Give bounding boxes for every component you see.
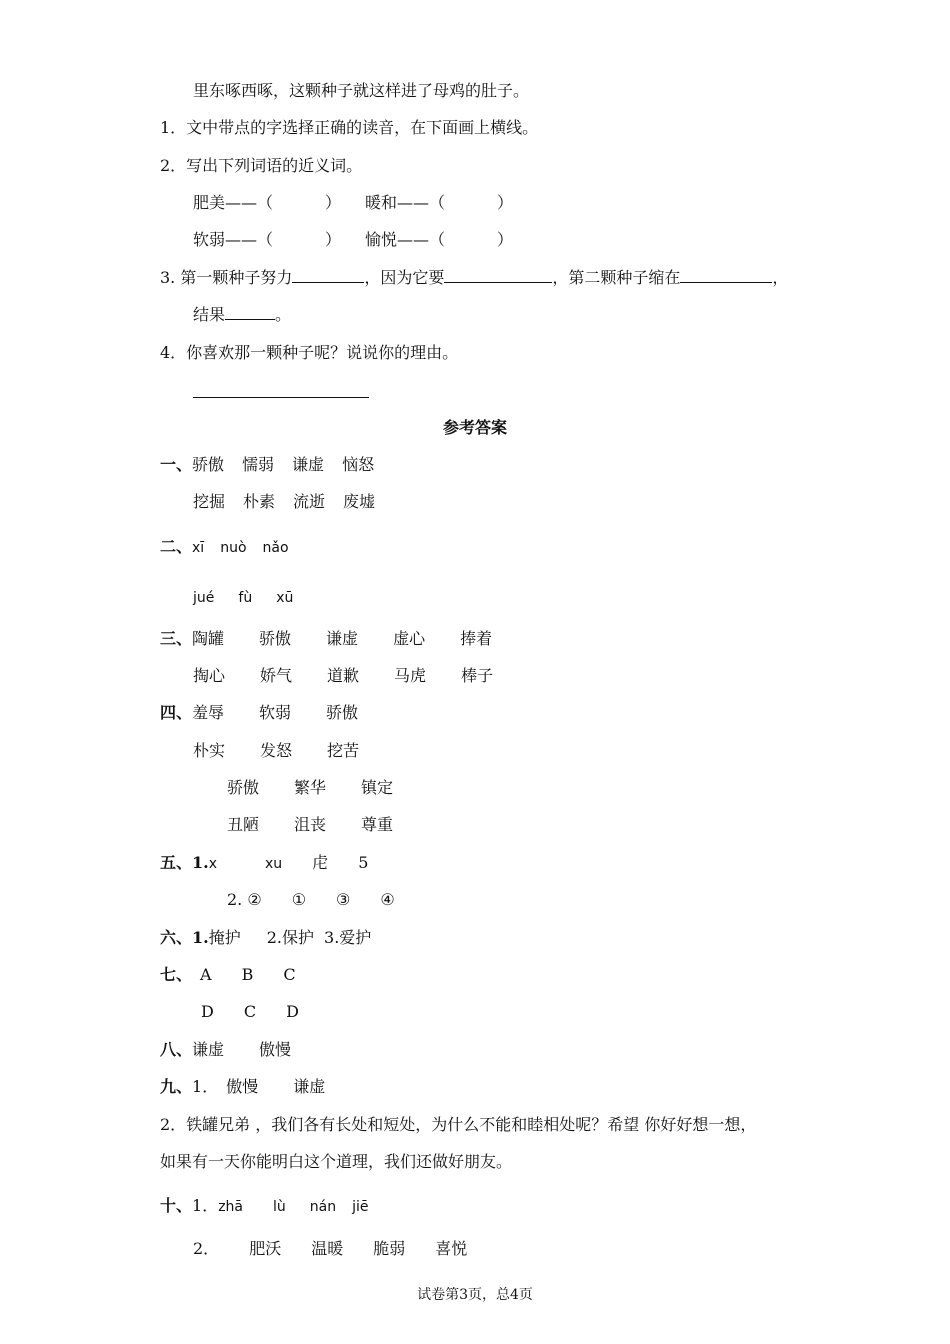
question-3-line-2: 结果 。 xyxy=(193,305,292,324)
paren-close: ） xyxy=(325,193,342,212)
answer-section-2: 二、xī nuò nǎo xyxy=(160,537,289,556)
answer-section-4-row-2: 朴实 发怒 挖苦 xyxy=(193,741,360,760)
answer-section-9-part-2-cont: 如果有一天你能明白这个道理，我们还做好朋友。 xyxy=(160,1152,513,1171)
page-footer: 试卷第3页，总4页 xyxy=(417,1287,533,1303)
section-label: 一、 xyxy=(160,455,193,474)
synonym-prompt: 愉悦——（ xyxy=(365,230,446,249)
answer-line[interactable] xyxy=(193,397,369,398)
answer-section-2-row-2: jué fù xū xyxy=(193,590,294,606)
synonym-prompt: 肥美——（ xyxy=(193,193,274,212)
question-4: 4．你喜欢那一颗种子呢？说说你的理由。 xyxy=(160,343,459,362)
answer-key-title: 参考答案 xyxy=(442,418,507,437)
answer-section-5-row-2: 2. ② ① ③ ④ xyxy=(227,890,395,909)
answer-section-9-part-2: 2．铁罐兄弟 ，我们各有长处和短处，为什么不能和睦相处呢？希望 你好好想一想， xyxy=(160,1115,757,1134)
paren-close: ） xyxy=(497,230,514,249)
answer-section-7-row-2: D C D xyxy=(201,1002,299,1021)
question-3: 3. 第一颗种子努力 ，因为它要 ，第二颗种子缩在 ， xyxy=(160,268,789,287)
synonym-prompt: 软弱——（ xyxy=(193,230,274,249)
answer-section-4-row-4: 丑陋 沮丧 尊重 xyxy=(227,815,394,834)
section-label: 三、 xyxy=(160,629,193,648)
paren-close: ） xyxy=(497,193,514,212)
section-label: 七、 xyxy=(160,965,193,984)
answer-section-5: 五、1.x xu 虍 5 xyxy=(160,853,369,872)
blank-line[interactable] xyxy=(225,305,275,320)
answer-section-1-row-2: 挖掘 朴素 流逝 废墟 xyxy=(193,492,376,511)
question-2: 2．写出下列词语的近义词。 xyxy=(160,156,363,175)
blank-line[interactable] xyxy=(444,268,552,283)
section-label: 九、 xyxy=(160,1077,193,1096)
answer-section-4: 四、羞辱 软弱 骄傲 xyxy=(160,703,359,722)
answer-section-1: 一、骄傲 懦弱 谦虚 恼怒 xyxy=(160,455,375,474)
answer-section-7: 七、 A B C xyxy=(160,965,296,984)
answer-section-3: 三、陶罐 骄傲 谦虚 虚心 捧着 xyxy=(160,629,493,648)
answer-section-9: 九、1． 傲慢 谦虚 xyxy=(160,1077,326,1096)
synonym-prompt: 暖和——（ xyxy=(365,193,446,212)
answer-section-10-row-2: 2． 肥沃 温暖 脆弱 喜悦 xyxy=(193,1239,468,1258)
answer-section-8: 八、谦虚 傲慢 xyxy=(160,1040,292,1059)
answer-section-10: 十、1．zhā lù nán jiē xyxy=(160,1196,369,1215)
section-label: 四、 xyxy=(160,703,193,722)
blank-line[interactable] xyxy=(680,268,772,283)
answer-section-6: 六、1.掩护 2.保护 3.爱护 xyxy=(160,928,372,947)
section-label: 六、 xyxy=(160,928,193,947)
question-2-row-1 xyxy=(193,193,513,213)
section-label: 二、 xyxy=(160,537,193,556)
section-label: 八、 xyxy=(160,1040,193,1059)
answer-section-4-row-3: 骄傲 繁华 镇定 xyxy=(227,778,394,797)
section-label: 十、 xyxy=(160,1196,193,1215)
section-label: 五、 xyxy=(160,853,193,872)
paren-close: ） xyxy=(325,230,342,249)
passage-last-line: 里东啄西啄，这颗种子就这样进了母鸡的肚子。 xyxy=(193,81,530,100)
question-1: 1．文中带点的字选择正确的读音，在下面画上横线。 xyxy=(160,118,539,137)
blank-line[interactable] xyxy=(292,268,364,283)
answer-section-3-row-2: 掏心 娇气 道歉 马虎 棒子 xyxy=(193,666,494,685)
question-2-row-2 xyxy=(193,230,513,250)
